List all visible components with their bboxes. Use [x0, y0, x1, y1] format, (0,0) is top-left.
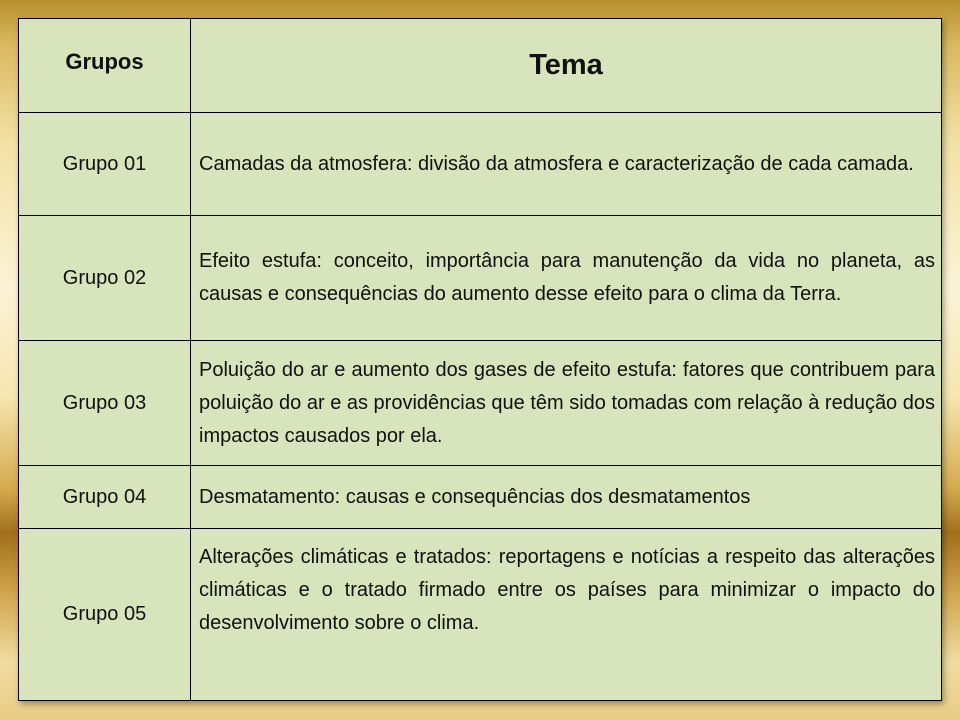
table-row [19, 529, 942, 701]
header-groups: Grupos [19, 19, 191, 113]
theme-cell: Desmatamento: causas e consequências dos desmatamentos [191, 466, 942, 529]
group-cell: Grupo 03 [19, 341, 191, 466]
theme-cell: Alterações climáticas e tratados: reportagens e notícias a respeito das alterações climáticas e o tratado firmado entre os países para minimizar o impacto do desenvolvimento sobre o clima. [191, 529, 942, 701]
group-cell: Grupo 02 [19, 216, 191, 341]
table-header-row [19, 19, 942, 113]
table-row [19, 341, 942, 466]
theme-cell: Camadas da atmosfera: divisão da atmosfera e caracterização de cada camada. [191, 113, 942, 216]
slide [18, 18, 942, 701]
table-row [19, 466, 942, 529]
theme-cell: Poluição do ar e aumento dos gases de efeito estufa: fatores que contribuem para poluição do ar e as providências que têm sido tomadas com relação à redução dos impactos causados por ela. [191, 341, 942, 466]
theme-cell: Efeito estufa: conceito, importância para manutenção da vida no planeta, as causas e consequências do aumento desse efeito para o clima da Terra. [191, 216, 942, 341]
groups-table [18, 18, 942, 701]
group-cell: Grupo 01 [19, 113, 191, 216]
table-row [19, 216, 942, 341]
group-cell: Grupo 04 [19, 466, 191, 529]
table-row [19, 113, 942, 216]
group-cell: Grupo 05 [19, 529, 191, 701]
header-theme: Tema [191, 19, 942, 113]
